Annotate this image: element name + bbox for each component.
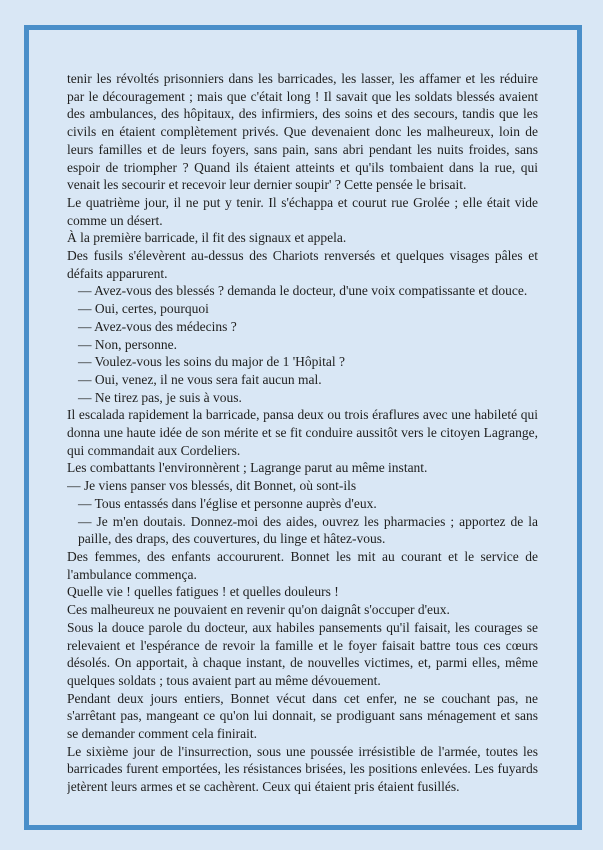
paragraph: — Tous entassés dans l'église et personne auprès d'eux. xyxy=(78,495,377,511)
paragraph: — Oui, certes, pourquoi xyxy=(78,301,209,317)
paragraph: Il escalada rapidement la barricade, pansa deux ou trois éraflures avec une habileté qui donna une haute idée de son mérite et se fit conduire aussitôt vers le citoyen Lagrange, qui commandait aux Cordeliers. xyxy=(67,407,538,458)
paragraph: Pendant deux jours entiers, Bonnet vécut dans cet enfer, ne se couchant pas, ne s'arrêtant pas, mangeant ce qu'on lui donnait, se prodiguant sans ménagement et sans se demander comment cela finirait. xyxy=(67,690,538,742)
paragraph: — Avez-vous des médecins ? xyxy=(78,318,237,334)
paragraph: tenir les révoltés prisonniers dans les barricades, les lasser, les affamer et les réduire par le découragement ; mais que c'était long ! Il savait que les soldats blessés avaient des ambulances, des hôpitaux, des infirmiers, des soins et des secours, tandis que les civils en étaient complètement privés. Que devenaient donc les malheureux, loin de leurs familles et de leurs foyers, sans pain, sans abri pendant les nuits froides, sans espoir de triompher ? Quand ils étaient atteints et qu'ils tombaient dans la rue, qui venait les secourir et recevoir leur dernier soupir' ? Cette pensée le brisait. xyxy=(67,71,538,193)
paragraph: — Avez-vous des blessés ? demanda le docteur, d'une voix compatissante et douce. xyxy=(78,283,528,299)
paragraph: Sous la douce parole du docteur, aux habiles pansements qu'il faisait, les courages se relevaient et l'espérance de revoir la famille et le foyer faisait battre tous ces cœurs désolés. On apportait, à chaque instant, de nouvelles victimes, et, parmi elles, même quelques soldats ; tous avaient part au même dévouement. xyxy=(67,619,538,688)
paragraph: Des femmes, des enfants accoururent. Bonnet les mit au courant et le service de l'ambulance commença. xyxy=(67,548,538,582)
paragraph: À la première barricade, il fit des signaux et appela. xyxy=(67,230,347,246)
paragraph: — Oui, venez, il ne vous sera fait aucun mal. xyxy=(78,371,322,387)
paragraph: Quelle vie ! quelles fatigues ! et quelles douleurs ! xyxy=(67,584,339,600)
paragraph: — Voulez-vous les soins du major de 1 'Hôpital ? xyxy=(78,354,346,370)
paragraph: Ces malheureux ne pouvaient en revenir qu'on daignât s'occuper d'eux. xyxy=(67,602,450,618)
paragraph: Le sixième jour de l'insurrection, sous une poussée irrésistible de l'armée, toutes les barricades furent emportées, les résistances brisées, les positions enlevées. Les fuyards jetèrent leurs armes et se cachèrent. Ceux qui étaient pris étaient fusillés. xyxy=(67,743,538,795)
paragraph: — Je m'en doutais. Donnez-moi des aides, ouvrez les pharmacies ; apportez de la paille, des draps, des couvertures, du linge et hâtez-vous. xyxy=(78,513,538,547)
paragraph: Des fusils s'élevèrent au-dessus des Chariots renversés et quelques visages pâles et défaits apparurent. xyxy=(67,248,538,281)
paragraph: Le quatrième jour, il ne put y tenir. Il s'échappa et courut rue Grolée ; elle était vide comme un désert. xyxy=(67,194,538,228)
paragraph: — Non, personne. xyxy=(78,336,177,352)
paragraph: — Je viens panser vos blessés, dit Bonnet, où sont-ils xyxy=(67,478,357,494)
paragraph: Les combattants l'environnèrent ; Lagrange parut au même instant. xyxy=(67,460,428,476)
page-text xyxy=(67,70,538,807)
paragraph: — Ne tirez pas, je suis à vous. xyxy=(78,389,242,405)
page-frame xyxy=(24,25,582,830)
